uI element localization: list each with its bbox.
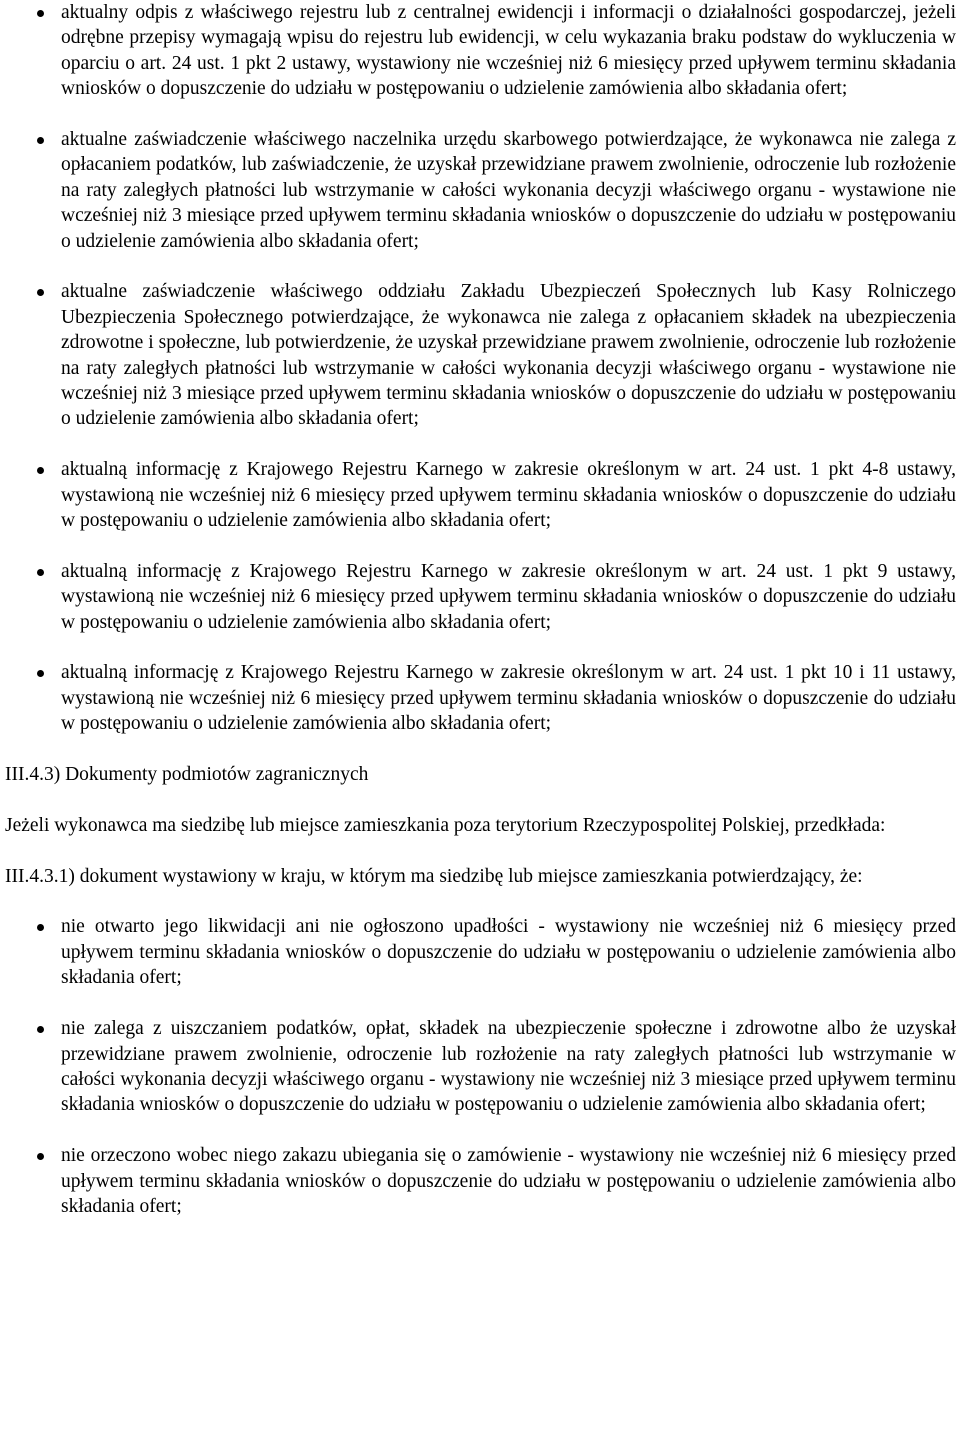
intro-paragraph: Jeżeli wykonawca ma siedzibę lub miejsce zamieszkania poza terytorium Rzeczypospolitej Polskiej, przedkłada: (5, 814, 886, 836)
foreign-documents-list (5, 914, 956, 1219)
list-item: nie orzeczono wobec niego zakazu ubiegania się o zamówienie - wystawiony nie wcześniej niż 6 miesięcy przed upływem terminu składania wniosków o dopuszczenie do udziału w postępowaniu o udzielenie zamówienia albo składania ofert; (5, 1143, 956, 1219)
required-documents-list (5, 0, 956, 737)
list-item: aktualną informację z Krajowego Rejestru Karnego w zakresie określonym w art. 24 ust. 1 pkt 10 i 11 ustawy, wystawioną nie wcześniej niż 6 miesięcy przed upływem terminu składania wniosków o dopuszczenie do udziału w postępowaniu o udzielenie zamówienia albo składania ofert; (5, 660, 956, 736)
list-item: nie otwarto jego likwidacji ani nie ogłoszono upadłości - wystawiony nie wcześniej niż 6 miesięcy przed upływem terminu składania wniosków o dopuszczenie do udziału w postępowaniu o udzielenie zamówienia albo składania ofert; (5, 914, 956, 990)
subsection-heading: III.4.3.1) dokument wystawiony w kraju, w którym ma siedzibę lub miejsce zamieszkania potwierdzający, że: (5, 865, 863, 887)
list-item: aktualny odpis z właściwego rejestru lub z centralnej ewidencji i informacji o działalności gospodarczej, jeżeli odrębne przepisy wymagają wpisu do rejestru lub ewidencji, w celu wykazania braku podstaw do wykluczenia w oparciu o art. 24 ust. 1 pkt 2 ustawy, wystawiony nie wcześniej niż 6 miesięcy przed upływem terminu składania wniosków o dopuszczenie do udziału w postępowaniu o udzielenie zamówienia albo składania ofert; (5, 0, 956, 102)
section-heading: III.4.3) Dokumenty podmiotów zagranicznych (5, 764, 369, 786)
list-item: aktualne zaświadczenie właściwego naczelnika urzędu skarbowego potwierdzające, że wykonawca nie zalega z opłacaniem podatków, lub zaświadczenie, że uzyskał przewidziane prawem zwolnienie, odroczenie lub rozłożenie na raty zaległych płatności lub wstrzymanie w całości wykonania decyzji właściwego organu - wystawione nie wcześniej niż 3 miesiące przed upływem terminu składania wniosków o dopuszczenie do udziału w postępowaniu o udzielenie zamówienia albo składania ofert; (5, 127, 956, 254)
list-item: aktualną informację z Krajowego Rejestru Karnego w zakresie określonym w art. 24 ust. 1 pkt 9 ustawy, wystawioną nie wcześniej niż 6 miesięcy przed upływem terminu składania wniosków o dopuszczenie do udziału w postępowaniu o udzielenie zamówienia albo składania ofert; (5, 559, 956, 635)
list-item: aktualne zaświadczenie właściwego oddziału Zakładu Ubezpieczeń Społecznych lub Kasy Rolniczego Ubezpieczenia Społecznego potwierdzające, że wykonawca nie zalega z opłacaniem składek na ubezpieczenia zdrowotne i społeczne, lub potwierdzenie, że uzyskał przewidziane prawem zwolnienie, odroczenie lub rozłożenie na raty zaległych płatności lub wstrzymanie w całości wykonania decyzji właściwego organu - wystawione nie wcześniej niż 3 miesiące przed upływem terminu składania wniosków o dopuszczenie do udziału w postępowaniu o udzielenie zamówienia albo składania ofert; (5, 279, 956, 431)
list-item: aktualną informację z Krajowego Rejestru Karnego w zakresie określonym w art. 24 ust. 1 pkt 4-8 ustawy, wystawioną nie wcześniej niż 6 miesięcy przed upływem terminu składania wniosków o dopuszczenie do udziału w postępowaniu o udzielenie zamówienia albo składania ofert; (5, 457, 956, 533)
list-item: nie zalega z uiszczaniem podatków, opłat, składek na ubezpieczenie społeczne i zdrowotne albo że uzyskał przewidziane prawem zwolnienie, odroczenie lub rozłożenie na raty zaległych płatności lub wstrzymanie w całości wykonania decyzji właściwego organu - wystawiony nie wcześniej niż 3 miesiące przed upływem terminu składania wniosków o dopuszczenie do udziału w postępowaniu o udzielenie zamówienia albo składania ofert; (5, 1016, 956, 1118)
